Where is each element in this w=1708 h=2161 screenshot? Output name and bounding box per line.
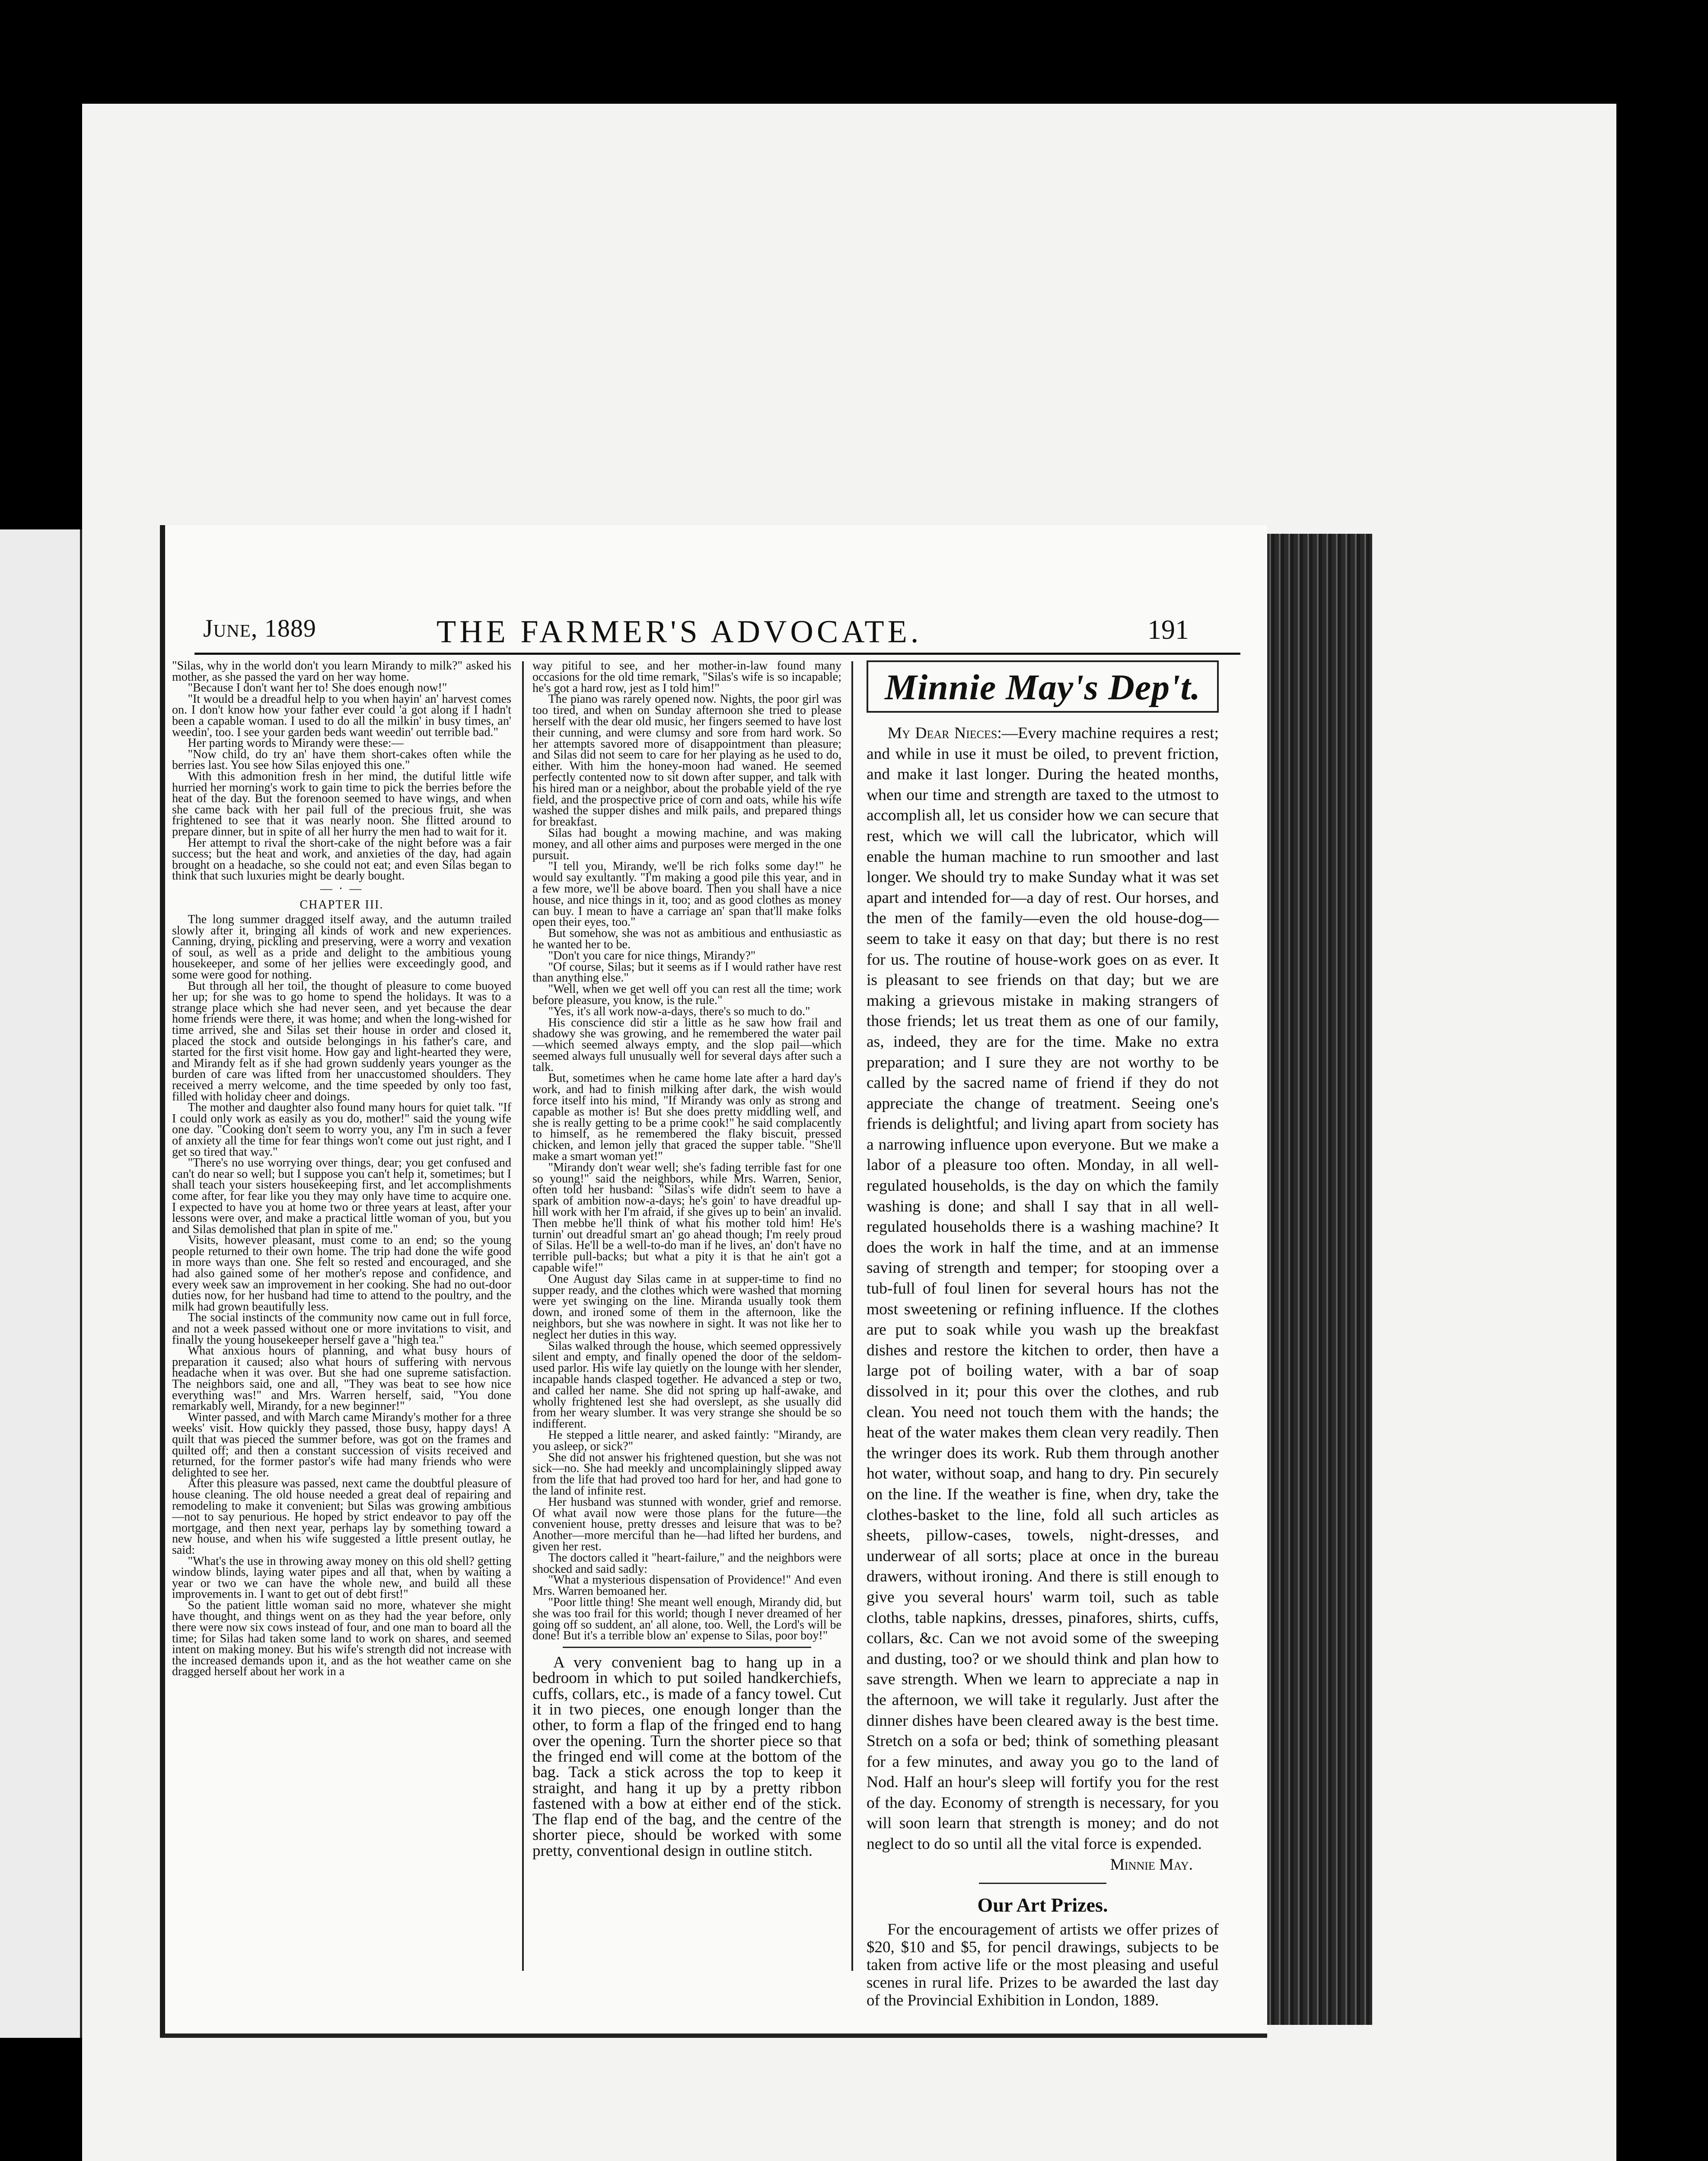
story-column-2 [532,660,841,1970]
story-paragraph: He stepped a little nearer, and asked faintly: "Mirandy, are you asleep, or sick?" [532,1428,841,1453]
story-paragraph: One August day Silas came in at supper-time to find no supper ready, and the clothes which were washed that morning were yet swinging on the line. Miranda usually took them down, and ironed some of them in the afternoon, like the neighbors, but she was nowhere in sight. It was not like her to neglect her duties in this way. [532,1272,841,1342]
prizes-text: For the encouragement of artists we offer prizes of $20, $10 and $5, for pencil drawings, subjects to be taken from active life or the most pleasing and useful scenes in rural life. Prizes to be awarded the last day of the Provincial Exhibition in London, 1889. [867,1921,1219,2010]
story-paragraph: The long summer dragged itself away, and the autumn trailed slowly after it, bringing all kinds of work and new experiences. Canning, drying, pickling and preserving, were a worry and vexation of soul, as well as a pride and delight to the ambitious young housekeeper, and some of her jellies were exceedingly good, and some were good for nothing. [172,913,511,982]
story-paragraph: Silas had bought a mowing machine, and was making money, and all other aims and purposes were merged in the one pursuit. [532,826,841,862]
story-paragraph: "Well, when we get well off you can rest all the time; work before pleasure, you know, is the rule." [532,982,841,1007]
story-paragraph: The piano was rarely opened now. Nights, the poor girl was too tired, and when on Sunday afternoon she tried to please herself with the dear old music, her fingers seemed to have lost their cunning, and were clumsy and sore from hard work. So her attempts savored more of disappointment than pleasure; and Silas did not seem to care for her playing as he used to do, either. With him the honey-moon had waned. He seemed perfectly contented now to sit down after supper, and talk with his hired man or a neighbor, about the probable yield of the rye field, and the prospective price of corn and oats, while his wife washed the supper dishes and milk pails, and prepared things for breakfast. [532,692,841,829]
story-paragraph: What anxious hours of planning, and what busy hours of preparation it caused; also what hours of suffering with nervous headache when it was over. But she had one supreme satisfaction. The neighbors said, one and all, "They was beat to see how nice everything was!" and Mrs. Warren herself, said, "You done remarkably well, Mirandy, for a new beginner!" [172,1344,511,1413]
story-paragraph: His conscience did stir a little as he saw how frail and shadowy she was growing, and he remembered the water pail—which seemed always empty, and the slop pail—which seemed always full unusually well for several days after such a talk. [532,1016,841,1074]
story-paragraph: "Because I don't want her to! She does enough now!" [188,681,447,695]
story-paragraph: The doctors called it "heart-failure," and the neighbors were shocked and said sadly: [532,1551,841,1576]
department-title: Minnie May's Dep't. [885,667,1201,708]
column-divider [851,661,853,1971]
issue-date: June, 1889 [203,614,316,642]
story-paragraph: But, sometimes when he came home late after a hard day's work, and had to finish milking after dark, the wish would force itself into his mind, "If Mirandy was only as strong and capable as mother is! But she does pretty middling well, and she is really getting to be a prime cook!" he said complacently to himself, as he remembered the flaky biscuit, pressed chicken, and lemon jelly that graced the supper table. "She'll make a smart woman yet!" [532,1071,841,1163]
story-paragraph: "Don't you care for nice things, Mirandy?" [548,949,756,963]
story-paragraph: Silas walked through the house, which seemed oppressively silent and empty, and finally opened the door of the seldom-used parlor. His wife lay quietly on the lounge with her slender, incapable hands clasped together. He advanced a step or two, and called her name. She did not spring up half-awake, and wholly frightened lest she had overslept, as she usually did from her weary slumber. It was very strange she should be so indifferent. [532,1339,841,1431]
section-separator [979,1883,1106,1884]
story-paragraph: "It would be a dreadful help to you when hayin' an' harvest comes on. I don't know how your father ever could 'a got along if I hadn't been a capable woman. I used to do all the milkin' in busy times, an' weedin', too. I see your garden beds want weedin' out terrible bad." [172,692,511,739]
story-paragraph: "Mirandy don't wear well; she's fading terrible fast for one so young!" said the neighbors, while Mrs. Warren, Senior, often told her husband: "Silas's wife didn't seem to have a spark of ambition now-a-days; he's goin' to have dreadful up-hill work with her I'm afraid, if she gives up to bein' an invalid. Then mebbe he'll think of what his mother told him! He's turnin' out dreadful smart an' go ahead though; I'm reely proud of Silas. He'll be a well-to-do man if he lives, an' don't have no terrible pull-backs; but what a pity it is that he ain't got a capable wife!" [532,1160,841,1275]
story-paragraph: But somehow, she was not as ambitious and enthusiastic as he wanted her to be. [532,927,841,951]
letter-paragraph: —Every machine requires a rest; and while in use it must be oiled, to prevent friction, and make it last longer. During the heated months, when our time and strength are taxed to the utmost to accomplish all, let us consider how we can secure that rest, which we will call the lubricator, which will enable the human machine to run smoother and last longer. We should try to make Sunday what it was set apart and intended for—a day of rest. Our horses, and the men of the family—even the old house-dog—seem to take it easy on that day; but there is no rest for us. The routine of house-work goes on as ever. It is pleasant to see friends on that day; but we are making a grievous mistake in making strangers of those friends; let us treat them as one of our family, as, indeed, they are for the time. Make no extra preparation; and I sure they are not worthy to be called by the sacred name of friend if they do not appreciate the change of treatment. Seeing one's friends is delightful; and living apart from society has a narrowing influence upon everyone. But we make a labor of a pleasure too often. Monday, in all well-regulated households, is the day on which the family washing is done; and shall I say that in all well-regulated households there is a washing machine? It does the work in half the time, and at an immense saving of strength and temper; for stooping over a tub-full of foul linen for several hours has not the most sweetening or refining influence. If the clothes are put to soak while you wash up the breakfast dishes and restore the kitchen to order, then have a large pot of boiling water, with a bar of soap dissolved in it; pour this over the clothes, and rub clean. You need not touch them with the hands; the heat of the water makes them clean very readily. Then the wringer does its work. Rub them through another hot water, without soap, and hang to dry. Pin securely on the line. If the weather is fine, when dry, take the clothes-basket to the line, fold all such articles as sheets, pillow-cases, towels, night-dresses, and underwear of all sorts; place at once in the bureau drawers, without ironing. And there is still enough to give you several hours' warm toil, such as table cloths, table napkins, dresses, pinafores, shirts, cuffs, collars, &c. Can we not avoid some of the sweeping and dusting, too? or we should think and plan how to save strength. When we learn to appreciate a nap in the afternoon, we will take it regularly. Just after the dinner dishes have been cleared away is the best time. Stretch on a sofa or bed; think of something pleasant for a few minutes, and away you go to the land of Nod. Half an hour's sleep will fortify you for the rest of the day. Economy of strength is necessary, for you will soon learn that strength is money; and do not neglect to do so until all the vital force is expended. [867,724,1219,1853]
story-paragraph: The social instincts of the community now came out in full force, and not a week passed without one or more invitations to visit, and finally the young housekeeper herself gave a "high tea." [172,1311,511,1347]
previous-page-edge [0,529,86,2038]
story-paragraph: "What's the use in throwing away money on this old shell? getting window blinds, laying water pipes and all that, when by waiting a year or two we can have the whole new, and build all these improvements in. I want to get out of debt first!" [172,1554,511,1601]
story-paragraph: After this pleasure was passed, next came the doubtful pleasure of house cleaning. The old house needed a great deal of repairing and remodeling to make it convenient; but Silas was growing ambitious—not to say penurious. He hoped by strict endeavor to pay off the mortgage, and then next year, perhaps lay by something toward a new house, and when his wife suggested a little present outlay, he said: [172,1477,511,1557]
department-header [867,660,1219,713]
column-divider [522,661,524,1971]
story-paragraph: "There's no use worrying over things, dear; you get confused and can't do near so well; but I suppose you can't help it, sometimes; but I shall teach your sisters housekeeping first, and let accomplishments come after, for fear like you they may only have time to acquire one. I expected to have you at home two or three years at least, after your lessons were over, and make a practical little woman of you, but you and Silas demolished that plan in spite of me." [172,1156,511,1236]
story-paragraph: Her attempt to rival the short-cake of the night before was a fair success; but the heat and work, and anxieties of the day, had again brought on a headache, so she could not eat; and even Silas began to think that such luxuries might be dearly bought. [172,836,511,883]
story-paragraph: So the patient little woman said no more, whatever she might have thought, and things went on as they had the year before, only there were now six cows instead of four, and one man to board all the time; for Silas had taken some land to work on shares, and seemed intent on making money. But his wife's strength did not increase with the increased demands upon it, and as the hot weather came on she dragged herself about her work in a [172,1598,511,1679]
chapter-heading: CHAPTER III. [300,898,384,912]
page-number: 191 [1147,614,1189,645]
story-paragraph: But through all her toil, the thought of pleasure to come buoyed her up; for she was to go home to spend the holidays. It was to a strange place which she had never seen, and yet because the dear home friends were there, it was home; and when the long-wished for time arrived, she and Silas set their house in order and closed it, placed the stock and outside belongings in his father's care, and started for the first visit home. How gay and light-hearted they were, and Mirandy felt as if she had grown suddenly years younger as the burden of care was lifted from her unaccustomed shoulders. They received a merry welcome, and the time speeded by only too fast, filled with holiday cheer and doings. [172,979,511,1103]
story-paragraph: Winter passed, and with March came Mirandy's mother for a three weeks' visit. How quickly they passed, those busy, happy days! A quilt that was pieced the summer before, was got on the frames and quilted off; and then a constant succession of visits received and returned, for the former pastor's wife had many friends who were delighted to see her. [172,1410,511,1479]
story-paragraph: "Yes, it's all work now-a-days, there's so much to do." [548,1004,810,1018]
story-paragraph: "I tell you, Mirandy, we'll be rich folks some day!" he would say exultantly. "I'm making a good pile this year, and in a few more, we'll be above board. Then you shall have a nice house, and nice things in it, too; and as good clothes as money can buy. I mean to have a carriage an' span that'll make folks open their eyes, too." [532,860,841,929]
bag-article: A very convenient bag to hang up in a bedroom in which to put soiled handkerchiefs, cuffs, collars, etc., is made of a fancy towel. Cut it in two pieces, one enough longer than the other, to form a flap of the fringed end to hang over the opening. Turn the shorter piece so that the fringed end will come at the bottom of the bag. Tack a stick across the top to keep it straight, and hang it up by a pretty ribbon fastened with a bow at either end of the stick. The flap end of the bag, and the centre of the shorter piece, should be worked with some pretty, conventional design in outline stitch. [532,1654,841,1860]
story-paragraph: way pitiful to see, and her mother-in-law found many occasions for the old time remark, "Silas's wife is so incapable; he's got a hard row, jest as I told him!" [532,659,841,695]
letter-body [867,723,1219,1875]
story-paragraph: She did not answer his frightened question, but she was not sick—no. She had meekly and uncomplainingly slipped away from the life that had proved too hard for her, and had gone to the land of infinite rest. [532,1450,841,1498]
letter-signature: Minnie May. [1110,1855,1193,1874]
header-rule [194,653,1240,655]
ornament-divider: — · — [320,882,363,896]
story-paragraph: With this admonition fresh in her mind, the dutiful little wife hurried her morning's work to gain time to pick the berries before the heat of the day. But the forenoon seemed to have wings, and when she came back with her pail full of the precious fruit, she was frightened to see that it was nearly noon. She flitted around to prepare dinner, but in spite of all her hurry the men had to wait for it. [172,769,511,838]
story-paragraph: "Silas, why in the world don't you learn Mirandy to milk?" asked his mother, as she passed the yard on her way home. [172,659,511,684]
story-paragraph: "Now child, do try an' have them short-cakes often while the berries last. You see how Silas enjoyed this one." [172,747,511,772]
story-paragraph: "Poor little thing! She meant well enough, Mirandy did, but she was too frail for this world; though I never dreamed of her going off so suddent, an' all alone, too. Well, the Lord's will be done! But it's a terrible blow an' expense to Silas, poor boy!" [532,1595,841,1643]
book-page-edges [1256,534,1372,2025]
story-paragraph: "What a mysterious dispensation of Providence!" And even Mrs. Warren bemoaned her. [532,1573,841,1598]
story-paragraph: The mother and daughter also found many hours for quiet talk. "If I could only work as easily as you do, mother!" said the young wife one day. "Cooking don't seem to worry you, any I'm in such a fever of anxiety all the time for fear things won't come out just right, and I get so tired that way." [172,1101,511,1159]
prizes-heading: Our Art Prizes. [977,1894,1108,1916]
masthead-title: THE FARMER'S ADVOCATE. [437,614,922,650]
story-paragraph: "Of course, Silas; but it seems as if I would rather have rest than anything else." [532,960,841,985]
story-paragraph: Her parting words to Mirandy were these:— [188,736,404,750]
story-paragraph: Her husband was stunned with wonder, grief and remorse. Of what avail now were those plans for the future—the convenient house, pretty dresses and leisure that was to be? Another—more merciful than he—had lifted her burdens, and given her rest. [532,1495,841,1553]
letter-salutation: My Dear Nieces: [887,724,1002,742]
section-separator [563,1647,811,1648]
minnie-may-column [867,660,1219,2010]
story-paragraph: Visits, however pleasant, must come to an end; so the young people returned to their own home. The trip had done the wife good in more ways than one. She felt so rested and encouraged, and she had also gained some of her mother's repose and confidence, and every week saw an improvement in her cooking. She had no out-door duties now, for her husband had time to attend to the poultry, and the milk had grown beautifully less. [172,1233,511,1313]
story-column-1 [172,660,511,1970]
